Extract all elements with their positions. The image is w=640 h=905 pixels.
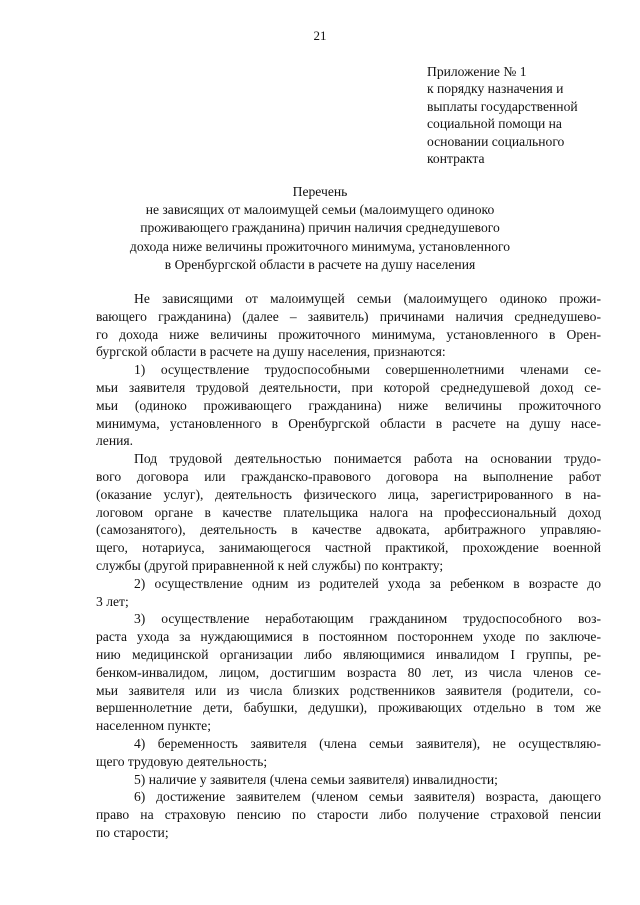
paragraph-line: го дохода ниже величины прожиточного минимума, установленного в Орен- (96, 326, 601, 342)
paragraph-line: (самозанятого), деятельность в качестве адвоката, арбитражного управляю- (96, 522, 601, 538)
title-line: в Оренбургской области в расчете на душу населения (164, 256, 476, 272)
paragraph-line: право на страховую пенсию по старости либо получение страховой пенсии (96, 807, 601, 823)
appendix-line: социальной помощи на (427, 116, 562, 132)
paragraph-line: щего, нотариуса, занимающегося частной практикой, прохождение военной (96, 540, 601, 556)
paragraph-line: 3 лет; (96, 593, 129, 609)
paragraph (96, 788, 601, 841)
paragraph-line: 2) осуществление одним из родителей ухода за ребенком в возрасте до (134, 575, 601, 591)
appendix-line: Приложение № 1 (427, 64, 527, 79)
paragraph-line: щего трудовую деятельность; (96, 753, 268, 769)
paragraph (96, 450, 601, 575)
paragraph-line: мьи (одиноко проживающего гражданина) ниже величины прожиточного (96, 397, 601, 413)
title-line: дохода ниже величины прожиточного минимума, установленного (129, 238, 511, 254)
paragraph-line: вого договора или гражданско-правового договора на выполнение работ (96, 468, 601, 484)
paragraph-line: мьи заявителя трудовой деятельности, при которой среднедушевой доход се- (96, 379, 601, 395)
paragraph-line: 5) наличие у заявителя (члена семьи заявителя) инвалидности; (134, 771, 498, 787)
paragraph-line: населенном пункте; (96, 718, 211, 734)
document-body (96, 290, 601, 842)
appendix-block (427, 63, 627, 167)
paragraph-line: вершеннолетние дети, бабушки, дедушки), проживающих отдельно в том же (96, 700, 601, 716)
paragraph-line: бенком-инвалидом, лицом, достигшим возраста 80 лет, из числа членов се- (96, 664, 601, 680)
paragraph-line: мьи заявителя или из числа близких родственников заявителя (родители, со- (96, 682, 601, 698)
paragraph-line: службы (другой приравненной к ней службы) по контракту; (96, 557, 444, 573)
paragraph-line: 6) достижение заявителем (членом семьи заявителя) возраста, дающего (134, 789, 601, 805)
paragraph-line: раста ухода за нуждающимися в постоянном постороннем уходе по заключе- (96, 629, 601, 645)
title-heading: Перечень (292, 184, 348, 199)
document-title (0, 183, 640, 274)
paragraph-line: 4) беременность заявителя (члена семьи заявителя), не осуществляю- (134, 735, 601, 751)
appendix-line: основании социального (427, 133, 565, 149)
paragraph-line: 1) осуществление трудоспособными совершеннолетними членами се- (134, 362, 601, 378)
paragraph-line: по старости; (96, 824, 169, 840)
page-number: 21 (313, 28, 327, 43)
paragraph-line: Не зависящими от малоимущей семьи (малоимущего одиноко прожи- (134, 291, 601, 306)
paragraph (96, 610, 601, 735)
paragraph (96, 290, 601, 361)
paragraph-line: (оказание услуг), деятельность физического лица, зарегистрированного в на- (96, 486, 601, 502)
appendix-line: выплаты государственной (427, 98, 578, 114)
paragraph-line: ления. (96, 433, 134, 449)
paragraph-line: Под трудовой деятельностью понимается работа на основании трудо- (134, 451, 601, 467)
appendix-line: к порядку назначения и (427, 81, 564, 97)
paragraph (96, 771, 601, 789)
title-line: не зависящих от малоимущей семьи (малоимущего одиноко (145, 202, 495, 218)
paragraph-line: 3) осуществление неработающим гражданином трудоспособного воз- (134, 611, 601, 627)
paragraph-line: вающего гражданина) (далее – заявитель) причинами наличия среднедушево- (96, 308, 601, 324)
title-line: проживающего гражданина) причин наличия среднедушевого (140, 220, 500, 236)
paragraph-line: логовом органе в качестве плательщика налога на профессиональный доход (96, 504, 601, 520)
paragraph (96, 575, 601, 611)
paragraph-line: нию медицинской организации либо являющимися инвалидом I группы, ре- (96, 646, 601, 662)
paragraph (96, 361, 601, 450)
appendix-line: контракта (427, 151, 485, 167)
paragraph-line: минимума, установленного в Оренбургской области в расчете на душу насе- (96, 415, 601, 431)
paragraph (96, 735, 601, 771)
paragraph-line: бургской области в расчете на душу населения, признаются: (96, 344, 446, 360)
